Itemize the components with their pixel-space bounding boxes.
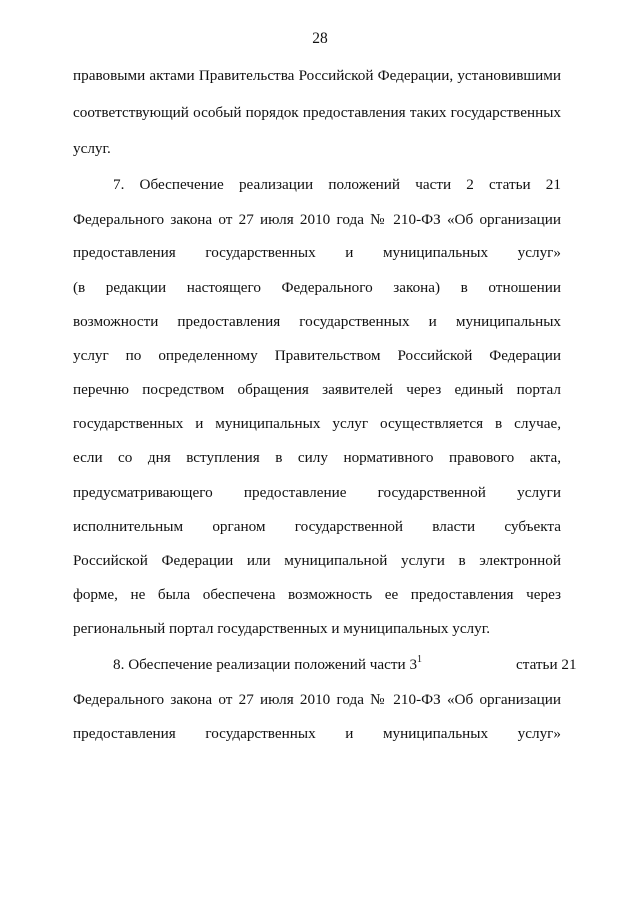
text-line: перечню посредством обращения заявителей через единый портал [73, 381, 561, 398]
paragraph-8-text: 8. Обеспечение реализации положений части 3 [113, 656, 418, 673]
text-line: Федерального закона от 27 июля 2010 года № 210-ФЗ «Об организации [73, 691, 561, 708]
text-line: региональный портал государственных и муниципальных услуг. [73, 620, 491, 637]
text-line: (в редакции настоящего Федерального закона) в отношении [73, 279, 561, 296]
text-line: соответствующий особый порядок предоставления таких государственных [73, 104, 561, 121]
text-line: услуг. [73, 140, 111, 157]
text-line: Российской Федерации или муниципальной услуги в электронной [73, 552, 561, 569]
text-line: предусматривающего предоставление государственной услуги [73, 484, 561, 501]
text-line: правовыми актами Правительства Российской Федерации, установившими [73, 67, 561, 84]
text-line: предоставления государственных и муниципальных услуг» [73, 725, 561, 742]
superscript: 1 [417, 654, 423, 665]
text-line: услуг по определенному Правительством Российской Федерации [73, 347, 561, 364]
page-number: 28 [312, 30, 328, 47]
text-line: государственных и муниципальных услуг осуществляется в случае, [73, 415, 561, 432]
text-line: предоставления государственных и муниципальных услуг» [73, 244, 561, 261]
text-line: исполнительным органом государственной власти субъекта [73, 518, 561, 535]
paragraph-8-start [113, 656, 422, 674]
text-line: форме, не была обеспечена возможность ее предоставления через [73, 586, 561, 603]
text-line-tail: статьи 21 [516, 656, 577, 673]
text-line: возможности предоставления государственных и муниципальных [73, 313, 561, 330]
text-line: если со дня вступления в силу нормативного правового акта, [73, 449, 561, 466]
text-line: Федерального закона от 27 июля 2010 года № 210-ФЗ «Об организации [73, 211, 561, 228]
paragraph-7-start: 7. Обеспечение реализации положений части 2 статьи 21 [113, 176, 561, 193]
